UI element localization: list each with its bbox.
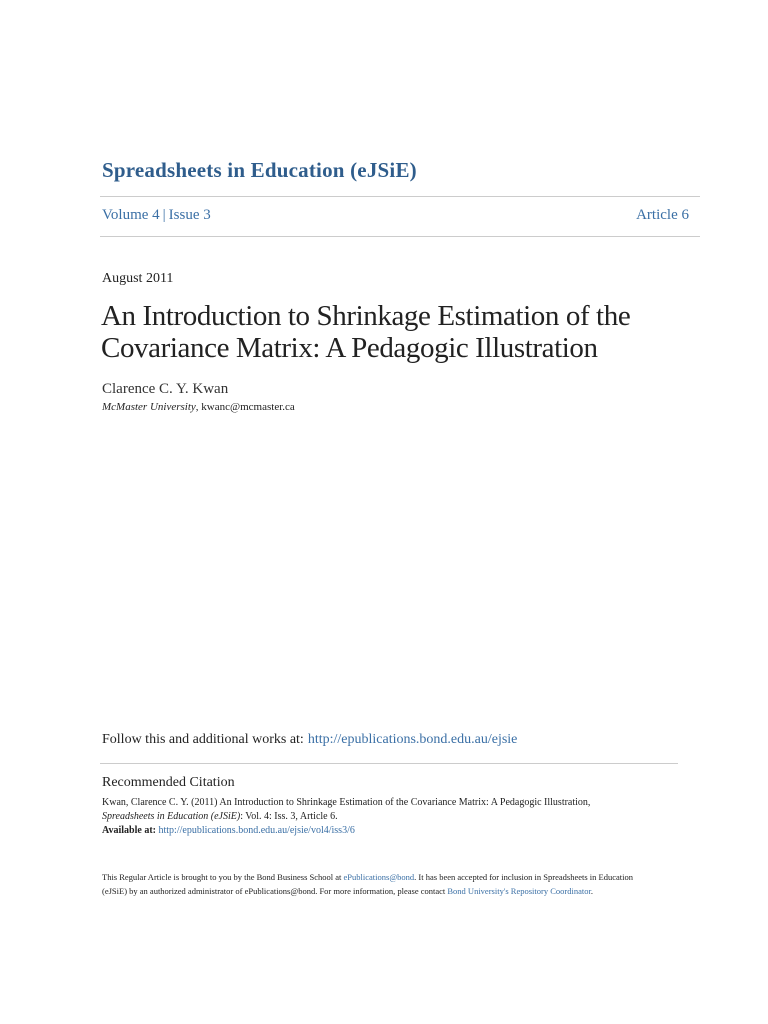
divider-citation	[100, 763, 678, 764]
citation-line-1: Kwan, Clarence C. Y. (2011) An Introduction to Shrinkage Estimation of the Covariance Matrix: A Pedagogic Illustration,	[102, 797, 591, 808]
issue-link[interactable]: Issue 3	[168, 207, 211, 223]
repository-coordinator-link[interactable]: Bond University's Repository Coordinator	[447, 886, 591, 896]
journal-title[interactable]: Spreadsheets in Education (eJSiE)	[102, 158, 417, 182]
citation-text	[102, 796, 682, 838]
divider-header-bottom	[100, 236, 700, 237]
repository-notice	[102, 870, 647, 898]
notice-text-3: .	[590, 886, 593, 896]
author-affiliation	[102, 401, 295, 413]
publication-date: August 2011	[102, 271, 174, 286]
article-number-link[interactable]: Article 6	[636, 207, 689, 223]
notice-text-1: This Regular Article is brought to you by the Bond Business School at	[102, 872, 344, 882]
article-title: An Introduction to Shrinkage Estimation of the Covariance Matrix: A Pedagogic Illustration	[101, 300, 631, 364]
volume-issue-separator: |	[162, 207, 166, 223]
divider-top	[100, 196, 700, 197]
follow-label: Follow this and additional works at:	[102, 732, 304, 747]
citation-journal: Spreadsheets in Education (eJSiE)	[102, 811, 241, 822]
citation-line-2	[102, 810, 682, 824]
citation-line-3	[102, 824, 682, 838]
author-email: , kwanc@mcmaster.ca	[195, 401, 295, 413]
author-name: Clarence C. Y. Kwan	[102, 381, 229, 397]
follow-line	[102, 732, 517, 748]
available-at-link[interactable]: http://epublications.bond.edu.au/ejsie/vol4/iss3/6	[158, 825, 355, 836]
epublications-link[interactable]: ePublications@bond	[343, 872, 415, 882]
follow-url-link[interactable]: http://epublications.bond.edu.au/ejsie	[307, 732, 518, 747]
available-at-label: Available at:	[102, 825, 156, 836]
institution-name: McMaster University	[102, 401, 196, 413]
recommended-citation-heading: Recommended Citation	[102, 775, 235, 790]
notice-text-2: . It has been accepted for inclusion in Spreadsheets in Education (eJSiE) by an authorized administrator of ePublications@bond. For more information, please contact	[102, 872, 633, 896]
citation-volume-info: : Vol. 4: Iss. 3, Article 6.	[240, 811, 338, 822]
volume-issue	[102, 207, 211, 224]
volume-link[interactable]: Volume 4	[102, 207, 160, 223]
